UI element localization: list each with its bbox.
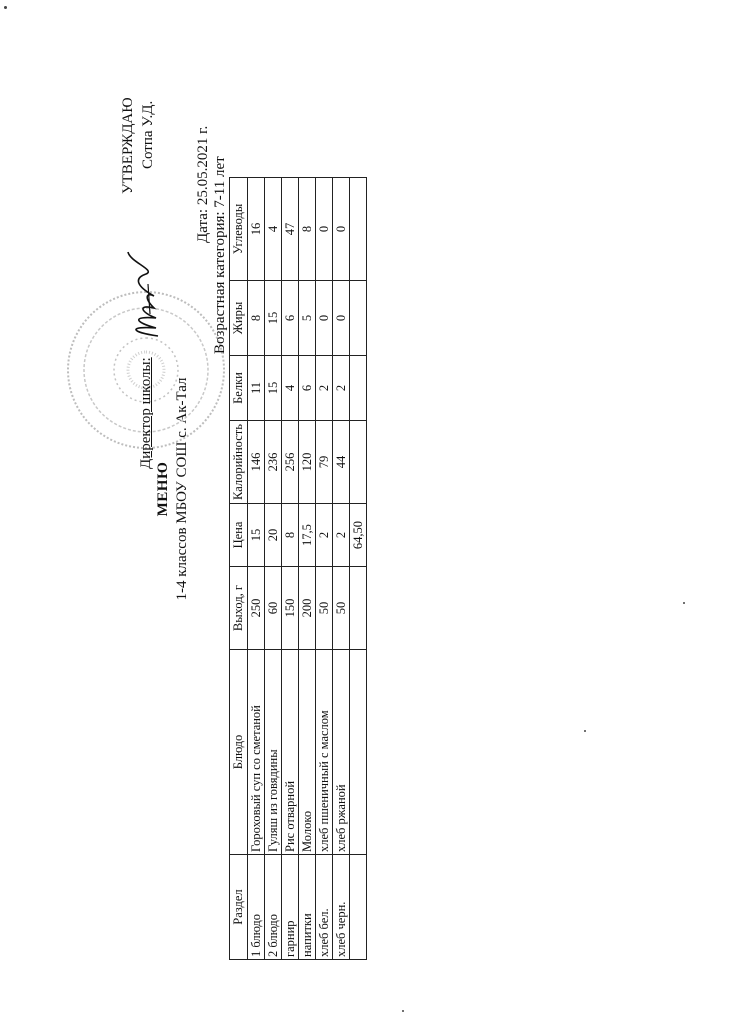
cell-yield: 60 [265,567,282,650]
table-row [333,178,350,960]
cell-fats [350,281,367,356]
cell-proteins: 6 [299,356,316,421]
cell-yield: 200 [299,567,316,650]
header-fats: Жиры [230,281,248,356]
scan-speck [584,730,586,732]
cell-dish: Рис отварной [282,650,299,855]
cell-dish: хлеб пшеничный с маслом [316,650,333,855]
cell-fats: 5 [299,281,316,356]
table-row [248,178,265,960]
cell-fats: 0 [316,281,333,356]
signer-name: Сотпа У.Д. [140,100,156,169]
cell-price: 20 [265,504,282,567]
header-section: Раздел [230,855,248,960]
cell-yield: 250 [248,567,265,650]
cell-fats: 6 [282,281,299,356]
cell-proteins: 11 [248,356,265,421]
cell-section: напитки [299,855,316,960]
scan-speck [4,6,7,9]
cell-fats: 0 [333,281,350,356]
cell-dish: Гороховый суп со сметаной [248,650,265,855]
cell-dish: Гуляш из говядины [265,650,282,855]
cell-section: хлеб черн. [333,855,350,960]
table-row [299,178,316,960]
cell-fats: 15 [265,281,282,356]
cell-calories: 256 [282,421,299,504]
cell-dish [350,650,367,855]
cell-carbs [350,178,367,281]
cell-dish: Молоко [299,650,316,855]
document-subtitle: 1-4 классов МБОУ СОШ с. Ак-Тал [174,377,190,601]
header-dish: Блюдо [230,650,248,855]
header-calories: Калорийность [230,421,248,504]
document-date: Дата: 25.05.2021 г. [195,125,211,243]
cell-dish: хлеб ржаной [333,650,350,855]
scan-speck [683,602,685,604]
cell-price: 8 [282,504,299,567]
header-price: Цена [230,504,248,567]
cell-fats: 8 [248,281,265,356]
cell-calories: 236 [265,421,282,504]
director-signature [120,244,170,344]
scan-speck [402,1010,404,1012]
menu-table [229,177,367,960]
cell-section: 2 блюдо [265,855,282,960]
table-row [282,178,299,960]
cell-proteins: 15 [265,356,282,421]
cell-calories: 79 [316,421,333,504]
cell-carbs: 47 [282,178,299,281]
cell-proteins: 2 [333,356,350,421]
cell-section: хлеб бел. [316,855,333,960]
cell-yield: 50 [333,567,350,650]
document-title: МЕНЮ [155,461,171,517]
table-header-row [230,178,248,960]
cell-carbs: 8 [299,178,316,281]
header-proteins: Белки [230,356,248,421]
age-category: Возрастная категория: 7-11 лет [212,156,228,354]
cell-price: 2 [316,504,333,567]
cell-calories: 120 [299,421,316,504]
cell-calories [350,421,367,504]
cell-calories: 146 [248,421,265,504]
cell-carbs: 16 [248,178,265,281]
cell-price: 17,5 [299,504,316,567]
cell-proteins: 2 [316,356,333,421]
cell-yield: 150 [282,567,299,650]
cell-proteins [350,356,367,421]
cell-carbs: 4 [265,178,282,281]
approve-label: УТВЕРЖДАЮ [120,97,136,194]
cell-carbs: 0 [316,178,333,281]
cell-section: гарнир [282,855,299,960]
director-label: Директор школы: [138,357,154,469]
cell-yield [350,567,367,650]
cell-yield: 50 [316,567,333,650]
cell-carbs: 0 [333,178,350,281]
cell-price-total: 64,50 [350,504,367,567]
table-row [265,178,282,960]
cell-price: 2 [333,504,350,567]
cell-proteins: 4 [282,356,299,421]
header-yield: Выход, г [230,567,248,650]
cell-section: 1 блюдо [248,855,265,960]
cell-section [350,855,367,960]
table-row [316,178,333,960]
cell-calories: 44 [333,421,350,504]
cell-price: 15 [248,504,265,567]
table-total-row [350,178,367,960]
header-carbs: Углеводы [230,178,248,281]
